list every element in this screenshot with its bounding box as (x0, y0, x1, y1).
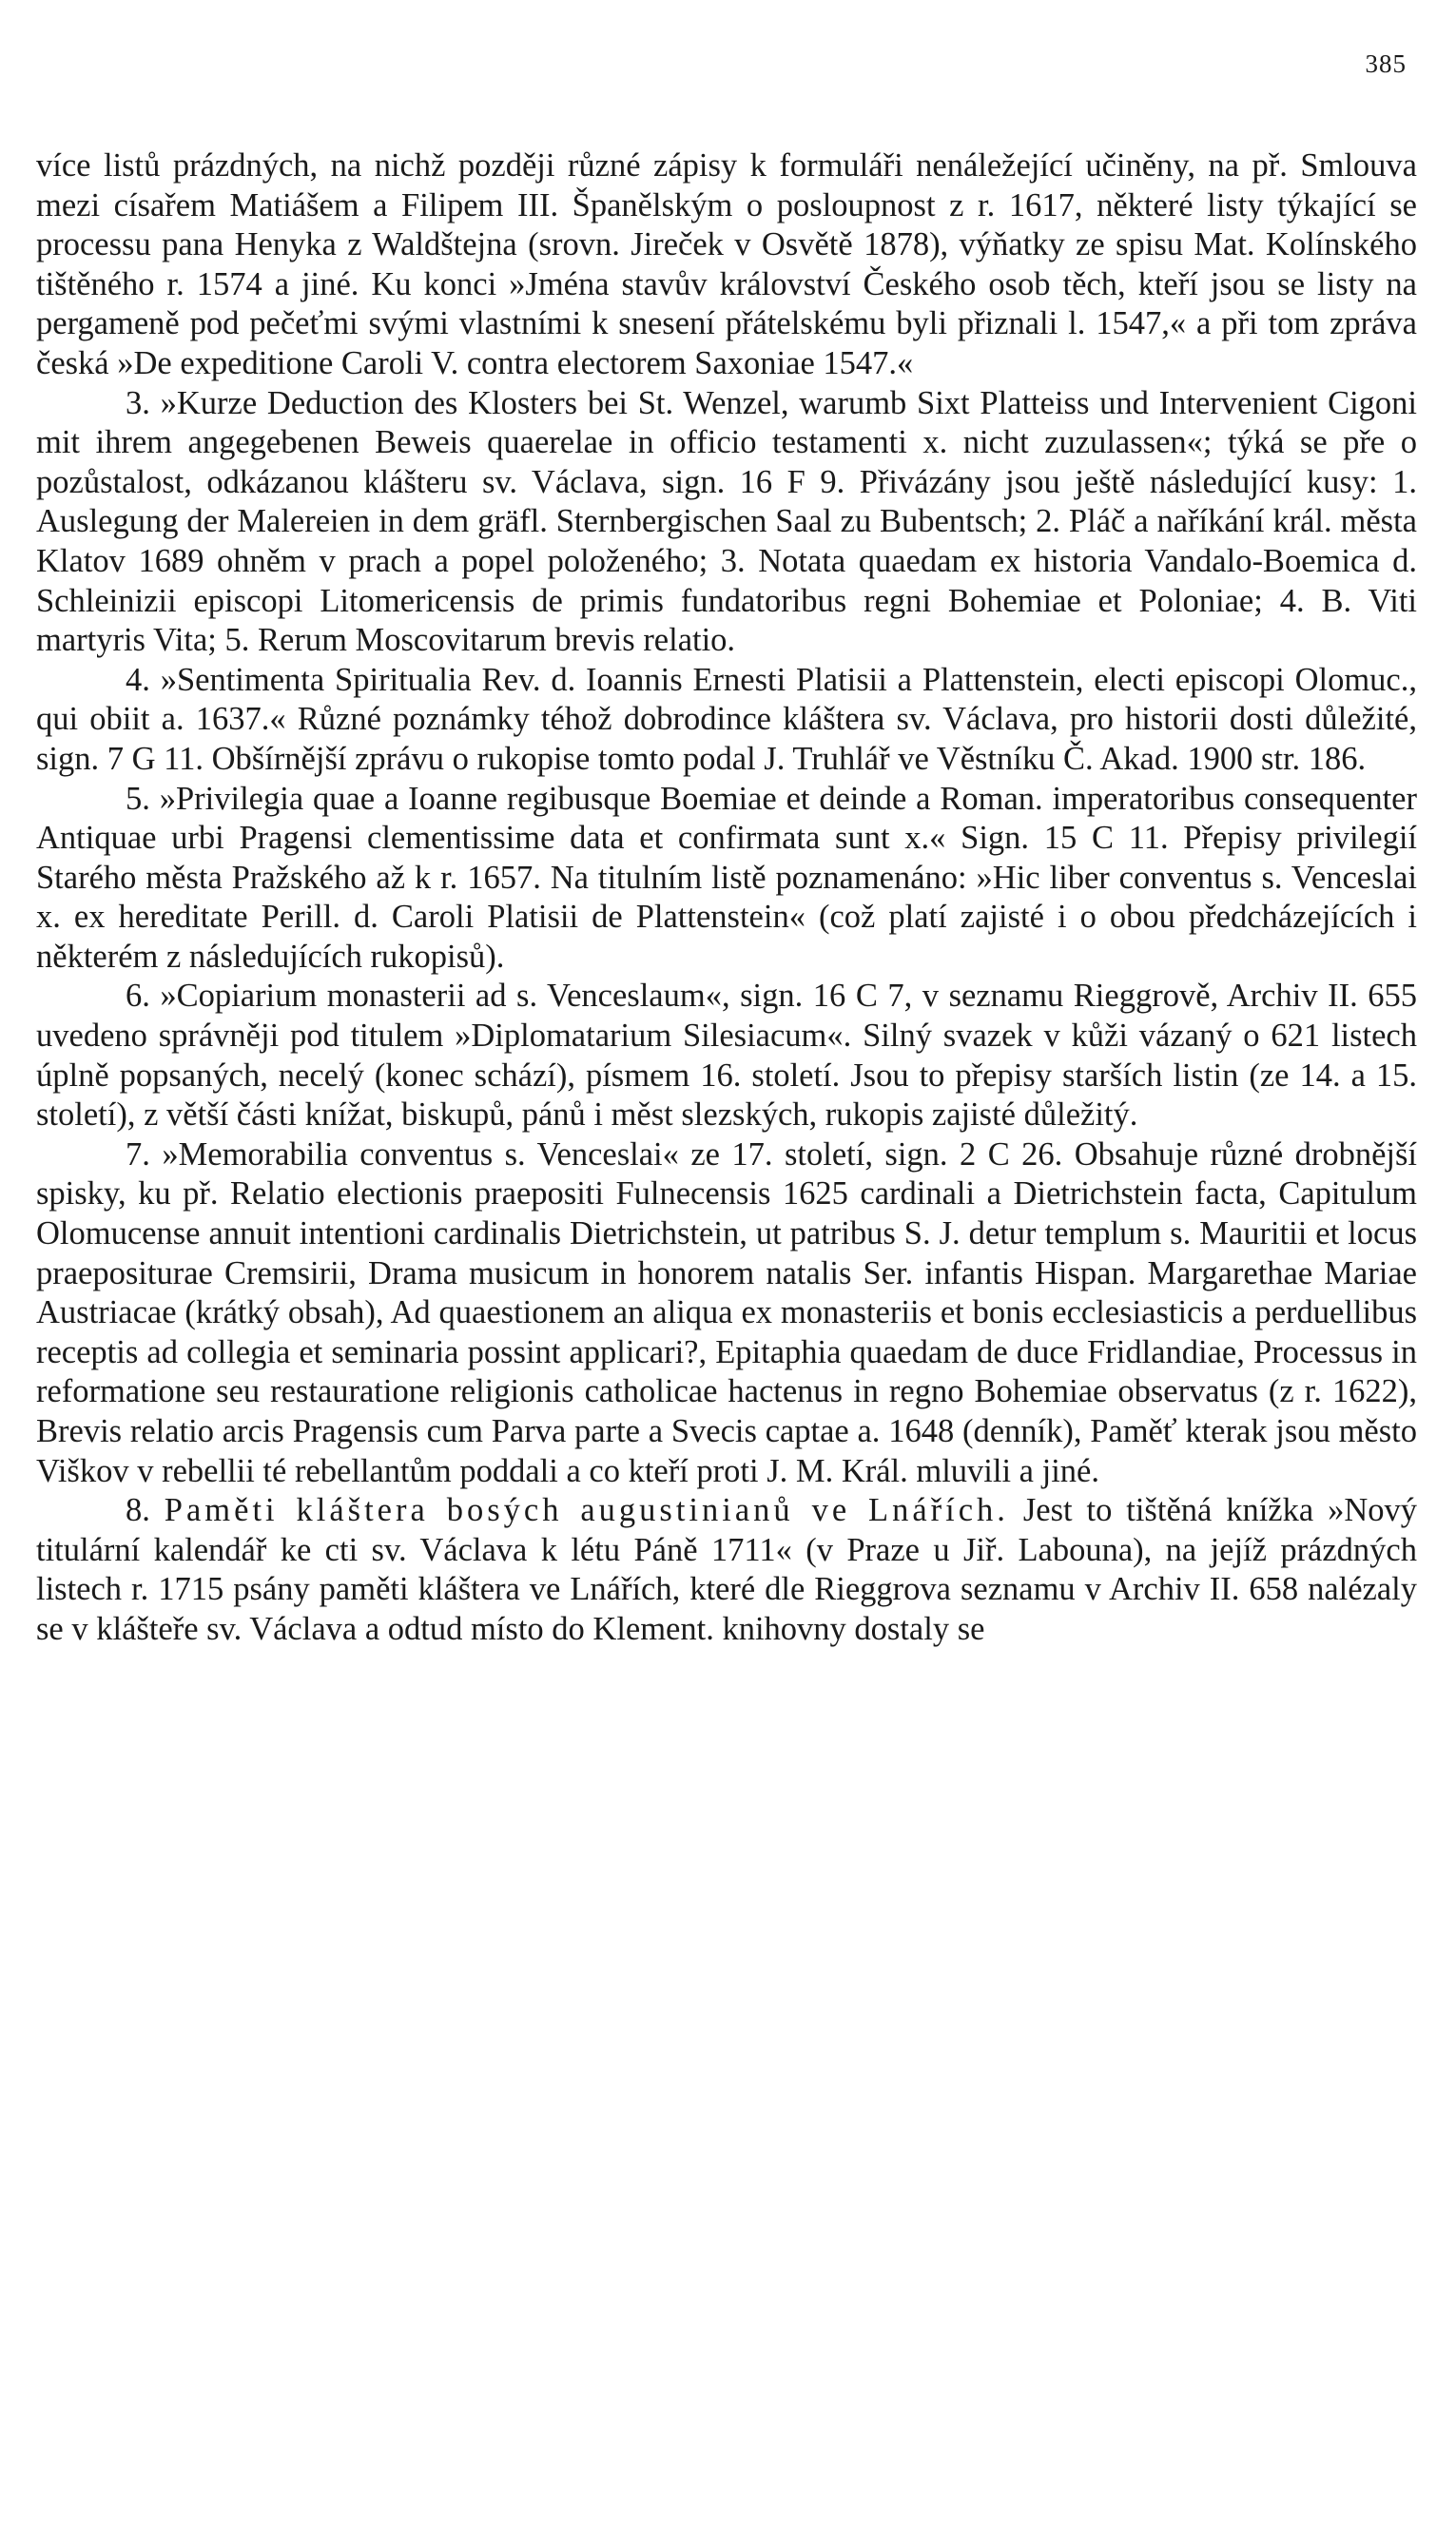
paragraph-item-3: 3. »Kurze Deduction des Klosters bei St. Wenzel, warumb Sixt Platteiss und Intervenient Cigoni mit ihrem angegebenen Beweis quaerelae in officio testamenti x. nicht zuzulassen«; týká se pře o pozůstalost, odkázanou klášteru sv. Václava, sign. 16 F 9. Přivázány jsou ještě následující kusy: 1. Auslegung der Malereien in dem gräfl. Sternbergischen Saal zu Bubentsch; 2. Pláč a naříkání král. města Klatov 1689 ohněm v prach a popel položeného; 3. Notata quaedam ex historia Vandalo-Boemica d. Schleinizii episcopi Litomericensis de primis fundatoribus regni Bohemiae et Poloniae; 4. B. Viti martyris Vita; 5. Rerum Moscovitarum brevis relatio. (36, 384, 1417, 659)
paragraph-intro: více listů prázdných, na nichž později různé zápisy k formuláři nenáležející učiněny, na př. Smlouva mezi císařem Matiášem a Filipem III. Španělským o posloupnost z r. 1617, některé listy týkající se processu pana Henyka z Waldštejna (srovn. Jireček v Osvětě 1878), výňatky ze spisu Mat. Kolínského tištěného r. 1574 a jiné. Ku konci »Jména stavův království Českého osob těch, kteří jsou se listy na pergameně pod pečeťmi svými vlastními k snesení přátelskému byli přiznali l. 1547,« a při tom zpráva česká »De expeditione Caroli V. contra electorem Saxoniae 1547.« (36, 147, 1417, 381)
paragraph-item-8 (36, 1491, 1417, 1649)
item-8-spaced-title: Paměti kláštera bosých augustinianů ve Lnářích. (164, 1492, 1009, 1529)
page-number: 385 (1365, 49, 1407, 78)
paragraph-item-5: 5. »Privilegia quae a Ioanne regibusque Boemiae et deinde a Roman. imperatoribus consequenter Antiquae urbi Pragensi clementissime data et confirmata sunt x.« Sign. 15 C 11. Přepisy privilegií Starého města Pražského až k r. 1657. Na titulním listě poznamenáno: »Hic liber conventus s. Venceslai x. ex hereditate Perill. d. Caroli Platisii de Plattenstein« (což platí zajisté i o obou předcházejících i některém z následujících rukopisů). (36, 780, 1417, 975)
item-8-number: 8. (126, 1492, 150, 1529)
document-body (36, 146, 1417, 1650)
paragraph-item-6: 6. »Copiarium monasterii ad s. Venceslaum«, sign. 16 C 7, v seznamu Rieggrově, Archiv II. 655 uvedeno správněji pod titulem »Diplomatarium Silesiacum«. Silný svazek v kůži vázaný o 621 listech úplně popsaných, necelý (konec schází), písmem 16. století. Jsou to přepisy starších listin (ze 14. a 15. století), z větší části knížat, biskupů, pánů i měst slezských, rukopis zajisté důležitý. (36, 978, 1417, 1134)
item-8-text: Jest to tištěná knížka »Nový titulární kalendář ke cti sv. Václava k létu Páně 1711« (v Praze u Jiř. Labouna), na jejíž prázdných listech r. 1715 psány paměti kláštera ve Lnářích, které dle Rieggrova seznamu v Archiv II. 658 nalézaly se v klášteře sv. Václava a odtud místo do Klement. knihovny dostaly se (36, 1492, 1418, 1647)
paragraph-item-4: 4. »Sentimenta Spiritualia Rev. d. Ioannis Ernesti Platisii a Plattenstein, electi episcopi Olomuc., qui obiit a. 1637.« Různé poznámky téhož dobrodince kláštera sv. Václava, pro historii dosti důležité, sign. 7 G 11. Obšírnější zprávu o rukopise tomto podal J. Truhlář ve Věstníku Č. Akad. 1900 str. 186. (36, 661, 1417, 777)
paragraph-item-7: 7. »Memorabilia conventus s. Venceslai« ze 17. století, sign. 2 C 26. Obsahuje různé drobnější spisky, ku př. Relatio electionis praepositi Fulnecensis 1625 cardinali a Dietrichstein facta, Capitulum Olomucense annuit intentioni cardinalis Dietrichstein, ut patribus S. J. detur templum s. Mauritii et locus praepositurae Cremsirii, Drama musicum in honorem natalis Ser. infantis Hispan. Margarethae Mariae Austriacae (krátký obsah), Ad quaestionem an aliqua ex monasteriis et bonis ecclesiasticis a perduellibus receptis ad collegia et seminaria possint applicari?, Epitaphia quaedam de duce Fridlandiae, Processus in reformatione seu restauratione religionis catholicae hactenus in regno Bohemiae observatus (z r. 1622), Brevis relatio arcis Pragensis cum Parva parte a Svecis captae a. 1648 (denník), Paměť kterak jsou město Viškov v rebellii té rebellantům poddali a co kteří proti J. M. Král. mluvili a jiné. (36, 1135, 1417, 1489)
